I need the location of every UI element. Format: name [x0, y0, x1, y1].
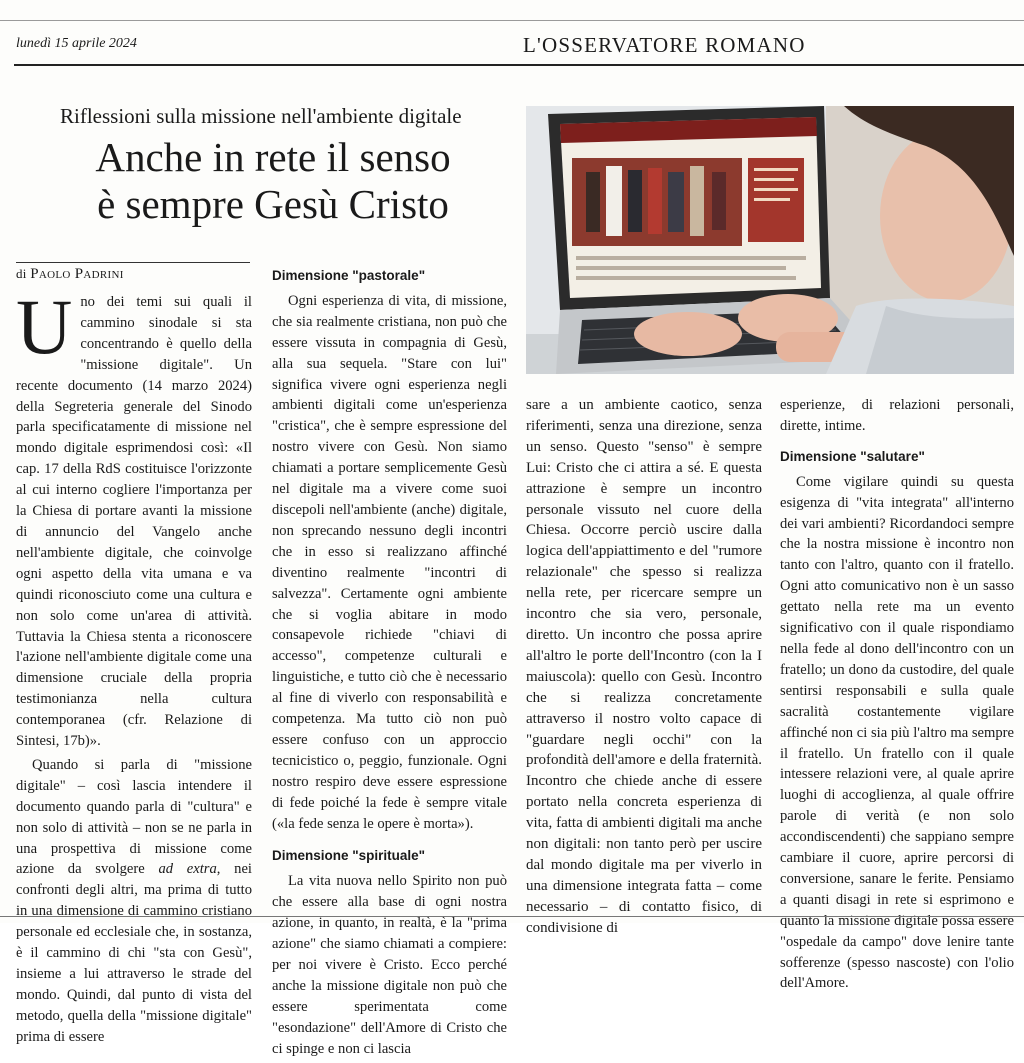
- paragraph: esperienze, di relazioni personali, dirette, intime.: [780, 397, 1014, 434]
- article-column-4: [780, 395, 1014, 997]
- section-heading-salutare: Dimensione "salutare": [780, 448, 925, 464]
- article-photo: [526, 106, 1014, 374]
- emphasis-text: ad extra: [158, 861, 217, 878]
- paragraph: sare a un ambiente caotico, senza riferimenti, senza una direzione, senza un senso. Questo "senso" è sempre Lui: Cristo che ci attira a sé. E questa attrazione è sempre un incontro personale vissuto nel cuore della Chiesa. Occorre perciò uscire dalla logica dell'appiattimento e del "rumore relazionale" che spesso si realizza nella rete, per ricercare sempre un incontro che sia vero, personale, diretto. Un incontro che possa aprire all'altro le porte dell'Incontro (con la I maiuscola): quello con Gesù. Incontro che si realizza concretamente attraverso il nostro volto capace di "guardare negli occhi" con la profondità dell'amore e della fraternità. Incontro che chiede anche di essere portato nella concreta esperienza di vita, fatta di ambienti digitali ma anche non digitali: non tanto però per uscire dal mondo digitale ma per viverlo in una dimensione integrata fatta – come necessario – di contatto fisico, di condivisione di: [526, 397, 762, 936]
- byline-author: Paolo Padrini: [30, 266, 124, 282]
- byline: [16, 266, 124, 283]
- paragraph-text: Quando si parla di "missione digitale" – così lascia intendere il documento quando parla di "cultura" e non solo di attività – non se ne parla in una prospettiva di missione come azione da svolgere: [16, 756, 252, 878]
- article-headline: [38, 134, 508, 228]
- top-border: [0, 20, 1024, 21]
- article-column-2: [272, 260, 507, 1063]
- section-heading-spirituale: Dimensione "spirituale": [272, 848, 426, 864]
- article-column-1: [16, 283, 252, 1051]
- issue-date: lunedì 15 aprile 2024: [16, 36, 137, 51]
- paragraph-text: , nei confronti degli altri, ma prima di tutto in una dimensione di cammino cristiano personale ed ecclesiale che, in sostanza, è il cammino di chi "sta con Gesù", insieme a lui attraverso le strade del mondo. Quindi, dal punto di vista del metodo, quella della "missione digitale" prima di essere: [16, 861, 252, 1045]
- laptop-typing-illustration: [526, 106, 1014, 374]
- headline-line-1: Anche in rete il senso: [95, 134, 451, 180]
- article-kicker: Riflessioni sulla missione nell'ambiente digitale: [60, 104, 462, 128]
- paragraph: La vita nuova nello Spirito non può che essere alla base di ogni nostra azione, in quanto, in realtà, è la "prima azione" che siamo chiamati a compiere: per noi vivere è Cristo. Ecco perché anche la missione digitale non può che essere sperimentata come "esondazione" dell'Amore di Cristo che ci spinge e non ci lascia: [272, 873, 507, 1057]
- byline-prefix: di: [16, 266, 27, 281]
- masthead-rule: [14, 64, 1024, 66]
- newspaper-masthead: L'OSSERVATORE ROMANO: [523, 33, 806, 57]
- article-column-3: [526, 395, 762, 942]
- paragraph: [16, 755, 252, 1048]
- paragraph-text: no dei temi sui quali il cammino sinodale si sta concentrando è quello della "missione digitale". Un recente documento (14 marzo 2024) della Segreteria generale del Sinodo parla specificatamente di missione nel mondo digitale esprimendosi così: «Il cap. 17 della RdS costituisce l'orizzonte al cui interno cogliere l'importanza per la Chiesa di portare avanti la missione di annuncio del Vangelo anche nell'ambiente digitale, che coinvolge ogni aspetto della vita umana e va quindi riconosciuto come una cultura e non solo come un'area di attività. Tuttavia la Chiesa stenta a riconoscere l'azione nell'ambiente digitale come una dimensione cruciale della propria testimonianza nella cultura contemporanea (cfr. Relazione di Sintesi, 17b)».: [16, 294, 252, 750]
- bottom-border: [0, 916, 1024, 917]
- byline-rule: [16, 262, 250, 263]
- section-heading-pastorale: Dimensione "pastorale": [272, 268, 426, 283]
- headline-line-2: è sempre Gesù Cristo: [97, 181, 449, 227]
- drop-cap: U: [16, 283, 73, 370]
- paragraph: Ogni esperienza di vita, di missione, che sia realmente cristiana, non può che essere vissuta in compagnia di Gesù, alla sua sequela. "Stare con lui" significa vivere ogni esperienza negli ambienti digitali come un'esperienza "cristica", che è sempre espressione del nostro vivere con Gesù. Non siamo chiamati a portare semplicemente Gesù nel digitale ma a vivere come suoi discepoli nell'ambiente (anche) digitale, non sprecando nessuno degli incontri che in esso si realizzano affinché diventino realmente "incontri di salvezza". Certamente ogni ambiente che si voglia abitare in modo consapevole richiede "chiavi di accesso", competenze culturali e linguistiche, e tutto ciò che è necessario al fine di viverlo con responsabilità e competenza. Ma tutto ciò non può essere confuso con un approccio tecnicistico o, peggio, funzionale. Ogni nostro respiro deve essere espressione di fede poiché la fede è sempre vitale («la fede senza le opere è morta»).: [272, 292, 507, 832]
- paragraph: [16, 283, 252, 752]
- paragraph: Come vigilare quindi su questa esigenza di "vita integrata" all'interno dei vari ambienti? Ricordandoci sempre che la nostra missione è incontro non tanto con l'altro, quanto con il fratello. Ogni atto comunicativo non è un sasso gettato nella rete ma un evento significativo con il quale rispondiamo nella fede al dono dell'incontro con un fratello; un dono da custodire, del quale sentirsi responsabili e sulla quale sacralità costantemente vigilare affinché non ci sia più l'altro ma sempre il fratello. Un fratello con il quale intessere relazioni vere, al quale aprire luoghi di accoglienza, al quale offrire parole di verità (e non solo accondiscendenti) che sappiano sempre cambiare il cuore, aprire percorsi di conversione, sanare le ferite. Pensiamo a quanti disagi in rete si esprimono e quanto la missione digitale possa essere "ospedale da campo" dove lenire tante sofferenze (spesso nascoste) con l'olio dell'Amore.: [780, 473, 1014, 992]
